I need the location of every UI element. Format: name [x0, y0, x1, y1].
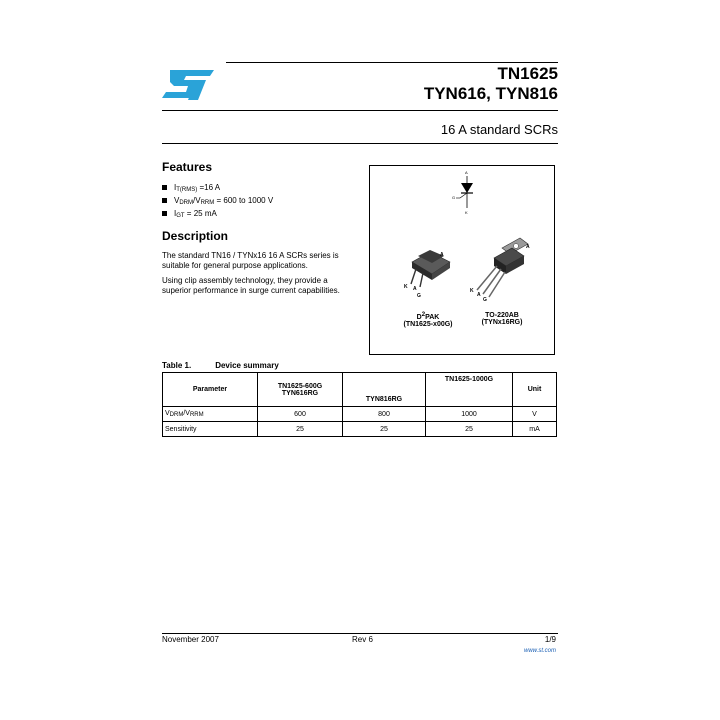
- scr-symbol-icon: [456, 176, 473, 208]
- column-header: TYN816RG: [343, 373, 426, 407]
- table-cell: V: [513, 407, 557, 422]
- svg-text:K: K: [465, 210, 468, 215]
- table-cell: 1000: [426, 407, 513, 422]
- subtitle-rule: [162, 143, 558, 144]
- st-logo: [162, 68, 214, 102]
- list-item: $I_{T(RMS)} =16$ A: [162, 181, 352, 194]
- table-cell: $V_{DRM}/V_{RRM}$: [163, 407, 258, 422]
- table-cell: 600: [258, 407, 343, 422]
- package-figure: [369, 165, 555, 355]
- header-rule: [162, 110, 558, 111]
- svg-text:A: A: [526, 244, 530, 250]
- table-cell: 25: [258, 422, 343, 437]
- table-cell: 25: [426, 422, 513, 437]
- d2pak-package-icon: [411, 250, 450, 287]
- to220-caption: TO-220AB (TYNx16RG): [481, 312, 523, 326]
- footer-rule: [162, 633, 558, 634]
- table-cell: 25: [343, 422, 426, 437]
- svg-text:G: G: [483, 297, 487, 303]
- svg-text:G: G: [417, 293, 421, 299]
- footer-page-number: 1/9: [544, 635, 556, 644]
- footer-website-link[interactable]: www.st.com: [523, 648, 556, 654]
- device-summary-table: [162, 372, 557, 437]
- part-number-title-secondary: TYN616, TYN816: [423, 84, 558, 103]
- table-header-row: [163, 373, 557, 407]
- features-heading: Features: [162, 160, 213, 174]
- footer-revision: Rev 6: [352, 635, 373, 644]
- table-cell: mA: [513, 422, 557, 437]
- svg-text:A: A: [465, 170, 468, 175]
- description-heading: Description: [162, 229, 229, 243]
- features-list: [162, 181, 352, 220]
- svg-text:A: A: [477, 292, 481, 298]
- svg-text:K: K: [470, 288, 474, 294]
- table-row: [163, 407, 557, 422]
- table-cell: Sensitivity: [163, 422, 258, 437]
- part-number-title: TN1625: [497, 64, 558, 83]
- header-top-rule: [226, 62, 558, 63]
- column-header: Unit: [513, 373, 557, 407]
- bullet-icon: [162, 198, 167, 203]
- description-paragraph: Using clip assembly technology, they provide a superior performance in surge current capabilities.: [162, 276, 340, 295]
- table-row: [163, 422, 557, 437]
- list-item: $V_{DRM}/V_{RRM} = 600$ to 1000 V: [162, 194, 352, 207]
- d2pak-caption: $D^2PAK$ (TN1625-x00G): [403, 312, 453, 328]
- list-item: $I_{GT} = 25$ mA: [162, 207, 352, 220]
- svg-text:A: A: [413, 286, 417, 292]
- bullet-icon: [162, 185, 167, 190]
- table-caption: Table 1. Device summary: [162, 361, 279, 370]
- footer-date: November 2007: [162, 635, 219, 644]
- to220-package-icon: [477, 238, 528, 297]
- table-cell: 800: [343, 407, 426, 422]
- svg-text:K: K: [404, 284, 408, 290]
- document-subtitle: 16 A standard SCRs: [440, 122, 558, 137]
- column-header: Parameter: [163, 373, 258, 407]
- svg-text:G: G: [452, 195, 456, 200]
- column-header: TN1625-600G TYN616RG: [258, 373, 343, 407]
- column-header: TN1625-1000G: [426, 373, 513, 407]
- description-paragraph: The standard TN16 / TYNx16 16 A SCRs series is suitable for general purpose applications.: [162, 251, 339, 270]
- svg-text:A: A: [440, 252, 444, 258]
- bullet-icon: [162, 211, 167, 216]
